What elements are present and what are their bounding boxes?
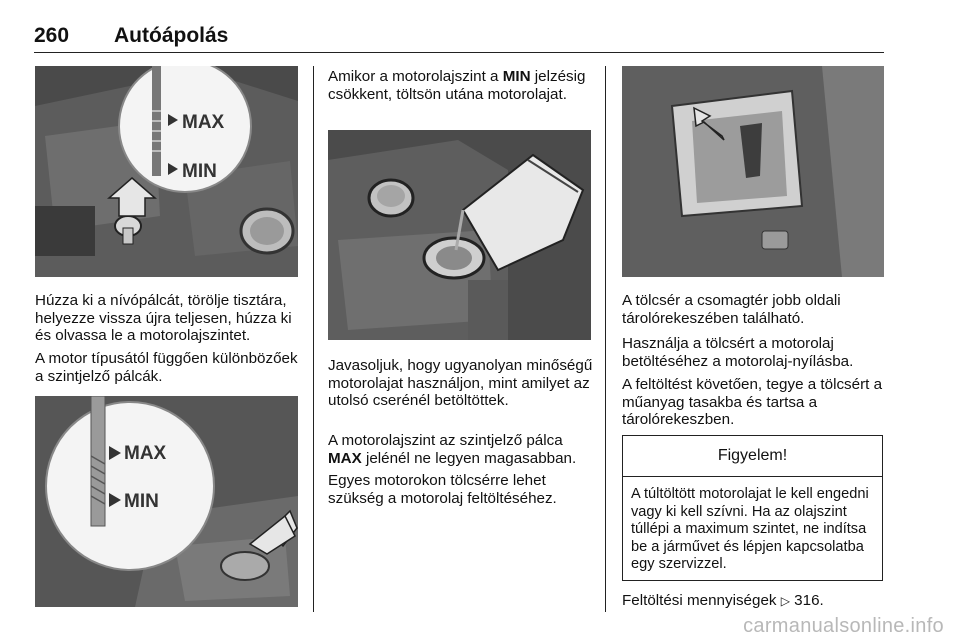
dipstick-max-label: MAX [182, 112, 225, 133]
paragraph: Használja a tölcsért a motorolaj betöltéséhez a motorolaj-nyílásba. [622, 335, 854, 370]
paragraph: Húzza ki a nívópálcát, törölje tisztára, helyezze vissza újra teljesen, húzza ki és olvassa le a motorolajszintet. [35, 292, 292, 345]
column-divider [605, 66, 606, 612]
page-header [34, 22, 884, 53]
figure-engine-dipstick-alt [35, 396, 298, 607]
paragraph: Egyes motorokon tölcsérre lehet szükség a motorolaj feltöltéséhez. [328, 472, 557, 507]
paragraph: Javasoljuk, hogy ugyanolyan minőségű motorolajat használjon, mint amilyet az utolsó cserénél betöltöttek. [328, 357, 593, 410]
warning-title: Figyelem! [623, 436, 882, 477]
warning-text: A túltöltött motorolajat le kell engedni vagy ki kell szívni. Ha az olajszint túllépi a maximum szintet, ne indítsa be a járművet és lépjen kapcsolatba egy szervizzel. [631, 486, 869, 572]
max-mark-text: MAX [328, 449, 362, 467]
watermark: carmanualsonline.info [743, 615, 944, 637]
paragraph: A tölcsér a csomagtér jobb oldali tárolórekeszében található. [622, 292, 841, 327]
oil-filling-illustration [328, 130, 591, 340]
paragraph: Amikor a motorolajszint a MIN jelzésig csökkent, töltsön utána motorolajat. [328, 68, 586, 103]
page-reference-arrow-icon: ▷ [780, 594, 790, 608]
paragraph: A motor típusától függően különbözőek a szintjelző pálcák. [35, 350, 298, 385]
page-number: 260 [34, 24, 70, 47]
figure-trunk-funnel [622, 66, 884, 277]
column-divider [313, 66, 314, 612]
figure-oil-filling [328, 130, 591, 340]
warning-box [622, 435, 883, 581]
page-title: Autóápolás [114, 24, 229, 47]
trunk-funnel-illustration [622, 66, 884, 277]
min-mark-text: MIN [502, 68, 531, 85]
figure-engine-dipstick [35, 66, 298, 277]
engine-dipstick-alt-illustration [35, 396, 298, 607]
paragraph: A feltöltést követően, tegye a tölcsért a műanyag tasakba és tartsa a tárolórekeszben. [622, 376, 883, 429]
engine-dipstick-illustration [35, 66, 298, 277]
paragraph: A motorolajszint az szintjelző pálca MAX jelénél ne legyen magasabban. [328, 432, 577, 467]
paragraph: Feltöltési mennyiségek ▷ 316. [622, 592, 824, 609]
dipstick-max-label: MAX [124, 443, 167, 464]
dipstick-min-label: MIN [182, 161, 217, 182]
page-reference-link[interactable]: 316. [794, 592, 824, 609]
dipstick-min-label: MIN [124, 491, 159, 512]
